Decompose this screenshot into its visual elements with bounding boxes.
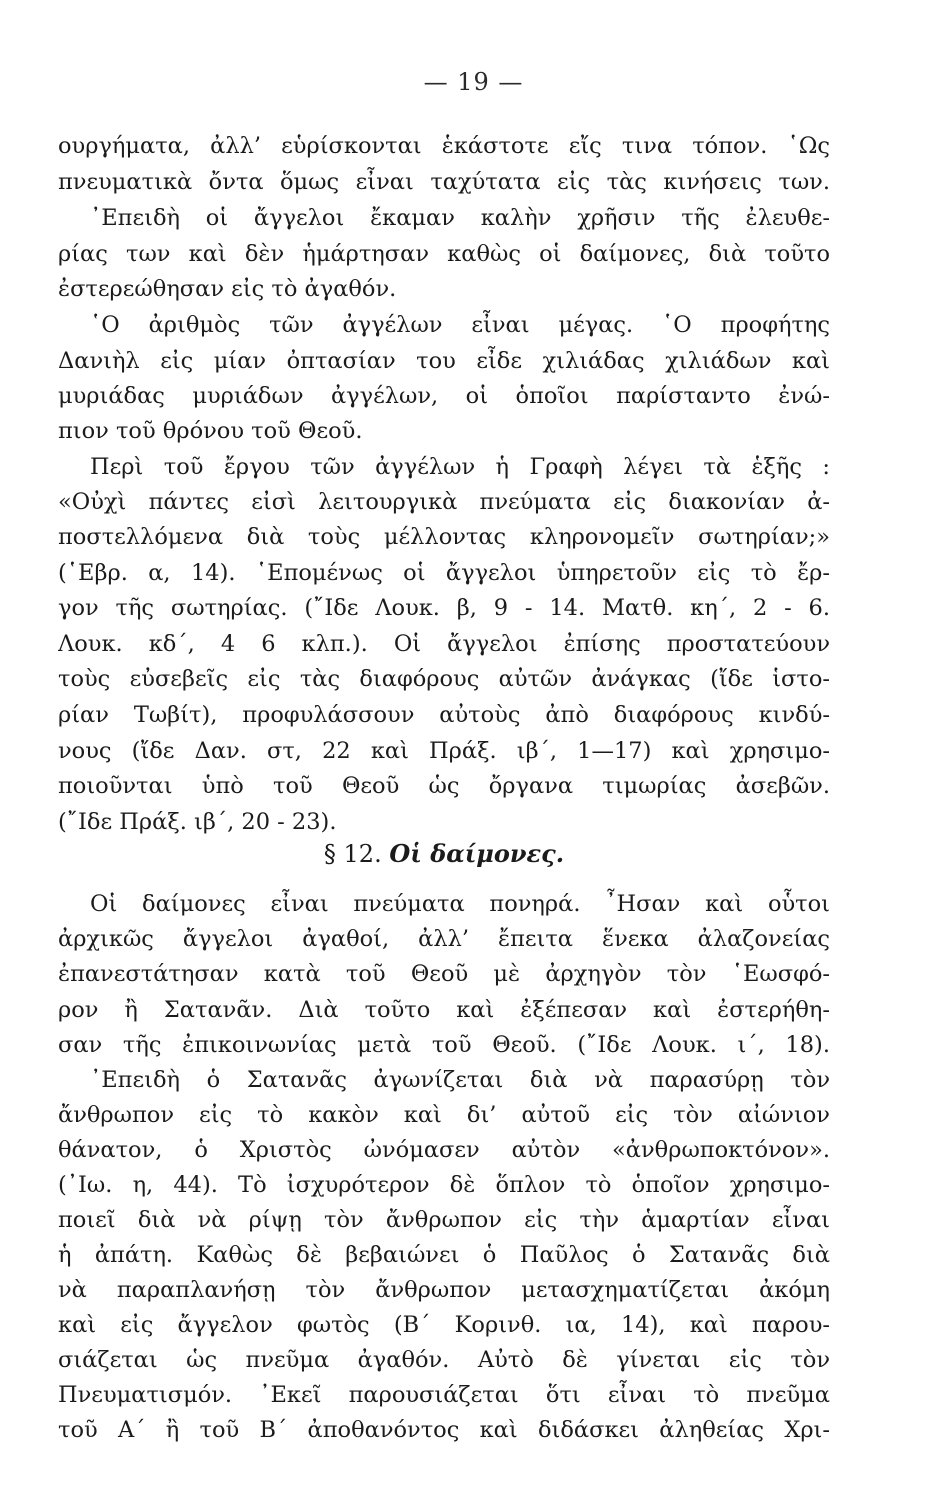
text-line: (῎Ιδε Πράξ. ιβ΄, 20 - 23). xyxy=(58,809,337,835)
text-line: «Οὐχὶ πάντες εἰσὶ λειτουργικὰ πνεύματα εἰς διακονίαν ἀ- xyxy=(58,489,830,515)
text-line: Δανιὴλ εἰς μίαν ὀπτασίαν του εἶδε χιλιάδας χιλιάδων καὶ xyxy=(58,348,830,374)
text-line: σαν τῆς ἐπικοινωνίας μετὰ τοῦ Θεοῦ. (῎Ιδε Λουκ. ι΄, 18). xyxy=(58,1032,830,1058)
text-line: θάνατον, ὁ Χριστὸς ὠνόμασεν αὐτὸν «ἀνθρωποκτόνον». xyxy=(58,1137,830,1163)
text-line: ῾Ο ἀριθμὸς τῶν ἀγγέλων εἶναι μέγας. ῾Ο προφήτης xyxy=(90,312,830,338)
text-line: νὰ παραπλανήσῃ τὸν ἄνθρωπον μετασχηματίζεται ἀκόμη xyxy=(58,1277,830,1303)
text-line: ρίας των καὶ δὲν ἡμάρτησαν καθὼς οἱ δαίμονες, διὰ τοῦτο xyxy=(58,241,830,267)
text-line: σιάζεται ὡς πνεῦμα ἀγαθόν. Αὐτὸ δὲ γίνεται εἰς τὸν xyxy=(58,1347,830,1373)
text-line: (᾿Ιω. η, 44). Τὸ ἰσχυρότερον δὲ ὅπλον τὸ ὁποῖον χρησιμο- xyxy=(58,1172,830,1198)
text-line: ουργήματα, ἀλλ’ εὑρίσκονται ἑκάστοτε εἴς τινα τόπον. ῾Ως xyxy=(58,133,830,159)
text-line: Οἱ δαίμονες εἶναι πνεύματα πονηρά. ῏Ησαν καὶ οὗτοι xyxy=(90,891,830,917)
section-heading xyxy=(58,834,830,874)
text-line: καὶ εἰς ἄγγελον φωτὸς (Β΄ Κορινθ. ια, 14), καὶ παρου- xyxy=(58,1312,830,1338)
text-line: ποιεῖ διὰ νὰ ρίψῃ τὸν ἄνθρωπον εἰς τὴν ἁμαρτίαν εἶναι xyxy=(58,1207,830,1233)
text-line: ποιοῦνται ὑπὸ τοῦ Θεοῦ ὡς ὄργανα τιμωρίας ἀσεβῶν. xyxy=(58,773,830,799)
text-line: τοὺς εὐσεβεῖς εἰς τὰς διαφόρους αὐτῶν ἀνάγκας (ἴδε ἱστο- xyxy=(58,666,830,692)
text-line: ποστελλόμενα διὰ τοὺς μέλλοντας κληρονομεῖν σωτηρίαν;» xyxy=(58,524,830,550)
text-line: Λουκ. κδ΄, 4 6 κλπ.). Οἱ ἄγγελοι ἐπίσης προστατεύουν xyxy=(58,631,830,657)
text-line: ᾿Επειδὴ ὁ Σατανᾶς ἀγωνίζεται διὰ νὰ παρασύρῃ τὸν xyxy=(90,1067,830,1093)
text-line: ἐπανεστάτησαν κατὰ τοῦ Θεοῦ μὲ ἀρχηγὸν τὸν ῾Εωσφό- xyxy=(58,961,830,987)
text-line: μυριάδας μυριάδων ἀγγέλων, οἱ ὁποῖοι παρίσταντο ἐνώ- xyxy=(58,383,830,409)
text-line: ρον ἢ Σατανᾶν. Διὰ τοῦτο καὶ ἐξέπεσαν καὶ ἐστερήθη- xyxy=(58,997,830,1023)
text-line: ᾿Επειδὴ οἱ ἄγγελοι ἔκαμαν καλὴν χρῆσιν τῆς ἐλευθε- xyxy=(90,205,830,231)
text-line: ἀρχικῶς ἄγγελοι ἀγαθοί, ἀλλ’ ἔπειτα ἕνεκα ἀλαζονείας xyxy=(58,926,830,952)
text-line: Περὶ τοῦ ἔργου τῶν ἀγγέλων ἡ Γραφὴ λέγει τὰ ἑξῆς : xyxy=(90,454,830,480)
text-line: ἡ ἀπάτη. Καθὼς δὲ βεβαιώνει ὁ Παῦλος ὁ Σατανᾶς διὰ xyxy=(58,1242,830,1268)
text-line: ρίαν Τωβίτ), προφυλάσσουν αὐτοὺς ἀπὸ διαφόρους κινδύ- xyxy=(58,702,830,728)
text-line: (῾Εβρ. α, 14). ῾Επομένως οἱ ἄγγελοι ὑπηρετοῦν εἰς τὸ ἔρ- xyxy=(58,560,830,586)
section-title: Οἱ δαίμονες. xyxy=(389,839,565,868)
text-line: Πνευματισμόν. ᾿Εκεῖ παρουσιάζεται ὅτι εἶναι τὸ πνεῦμα xyxy=(58,1382,830,1408)
text-line: πνευματικὰ ὄντα ὅμως εἶναι ταχύτατα εἰς τὰς κινήσεις των. xyxy=(58,169,830,195)
page-number: — 19 — xyxy=(423,68,524,96)
text-line: ἐστερεώθησαν εἰς τὸ ἀγαθόν. xyxy=(58,276,397,302)
section-number: § 12. xyxy=(323,840,382,868)
text-line: νους (ἴδε Δαν. στ, 22 καὶ Πράξ. ιβ΄, 1—17) καὶ χρησιμο- xyxy=(58,738,830,764)
text-line: ἄνθρωπον εἰς τὸ κακὸν καὶ δι’ αὐτοῦ εἰς τὸν αἰώνιον xyxy=(58,1102,830,1128)
text-line: πιον τοῦ θρόνου τοῦ Θεοῦ. xyxy=(58,418,363,444)
text-line: γον τῆς σωτηρίας. (῎Ιδε Λουκ. β, 9 - 14. Ματθ. κη΄, 2 - 6. xyxy=(58,595,830,621)
text-line: τοῦ Α΄ ἢ τοῦ Β΄ ἀποθανόντος καὶ διδάσκει ἀληθείας Χρι- xyxy=(58,1417,830,1443)
